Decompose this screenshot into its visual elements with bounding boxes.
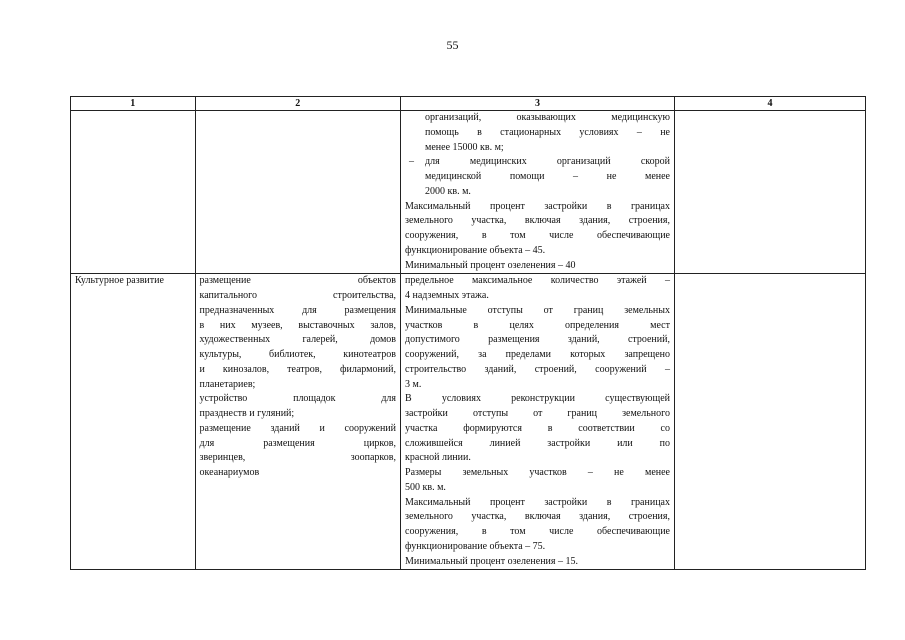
zoning-table [70, 96, 866, 570]
text-line: красной линии. [405, 452, 471, 464]
row2-col1: Культурное развитие [71, 274, 196, 570]
text-line: сложившейся линией застройки или по [405, 437, 670, 449]
page-number: 55 [446, 38, 459, 52]
text-line: празднеств и гуляний; [199, 408, 295, 419]
text-line: помощь в стационарных условиях – не [425, 126, 670, 138]
row1-col3-dash-item [405, 155, 670, 199]
text-line: размещение объектов [199, 275, 397, 287]
text-line: 2000 кв. м. [425, 185, 471, 197]
text-line: предельное максимальное количество этажей – [405, 275, 670, 287]
text-line: В условиях реконструкции существующей [405, 393, 670, 405]
row2-col2 [195, 274, 400, 570]
table-row [71, 111, 866, 274]
table-header-row [71, 97, 866, 111]
text-line: культуры, библиотек, кинотеатров [199, 349, 397, 360]
text-line: зверинцев, зоопарков, [199, 452, 397, 464]
row1-col3-block-c [405, 200, 670, 274]
text-line: сооружения, в том числе обеспечивающие [405, 230, 670, 241]
text-line: 500 кв. м. [405, 481, 446, 493]
text-line: строительство зданий, строений, сооружений – [405, 363, 670, 375]
text-line: и кинозалов, театров, филармоний, [199, 363, 397, 375]
row1-col3 [401, 111, 675, 274]
text-line: для медицинских организаций скорой [425, 156, 670, 168]
text-line: Максимальный процент застройки в границах [405, 496, 670, 508]
row2-col3 [401, 274, 675, 570]
text-line: сооружения, в том числе обеспечивающие [405, 526, 670, 537]
text-line: 3 м. [405, 378, 422, 390]
text-line: участка формируются в соответствии со [405, 422, 670, 434]
text-line: 4 надземных этажа. [405, 290, 489, 301]
row1-col3-block-a [405, 111, 670, 155]
text-line: медицинской помощи – не менее [425, 171, 670, 182]
header-col-4: 4 [675, 97, 866, 111]
header-col-3: 3 [401, 97, 675, 111]
text-line: менее 15000 кв. м; [425, 141, 504, 153]
text-line: планетариев; [199, 378, 256, 390]
table-row [71, 274, 866, 570]
text-line: земельного участка, включая здания, строения, [405, 511, 670, 523]
text-line: капитального строительства, [199, 290, 397, 301]
text-line: застройки отступы от границ земельного [405, 408, 670, 419]
text-line: участков в целях определения мест [405, 319, 670, 331]
text-line: размещение зданий и сооружений [199, 422, 397, 434]
text-line: в них музеев, выставочных залов, [199, 319, 397, 331]
list-dash: – [409, 156, 415, 168]
text-line: Минимальный процент озеленения – 15. [405, 555, 578, 567]
row1-col1 [71, 111, 196, 274]
row2-col4 [675, 274, 866, 570]
text-line: художественных галерей, домов [199, 334, 397, 346]
text-line: сооружений, за пределами которых запрещено [405, 349, 670, 360]
text-line: организаций, оказывающих медицинскую [425, 112, 670, 123]
text-line: функционирование объекта – 75. [405, 540, 546, 552]
text-line: устройство площадок для [199, 393, 397, 405]
text-line: допустимого размещения зданий, строений, [405, 334, 670, 346]
text-line: Размеры земельных участков – не менее [405, 467, 670, 478]
text-line: для размещения цирков, [199, 437, 397, 449]
text-line: Минимальный процент озеленения – 40 [405, 259, 576, 271]
text-line: Минимальные отступы от границ земельных [405, 304, 670, 316]
text-line: земельного участка, включая здания, строения, [405, 215, 670, 227]
row1-col2 [195, 111, 400, 274]
text-line: Максимальный процент застройки в границах [405, 200, 670, 212]
header-col-2: 2 [195, 97, 400, 111]
text-line: океанариумов [199, 467, 260, 478]
header-col-1: 1 [71, 97, 196, 111]
text-line: функционирование объекта – 45. [405, 244, 546, 256]
text-line: предназначенных для размещения [199, 304, 397, 316]
row1-col4 [675, 111, 866, 274]
